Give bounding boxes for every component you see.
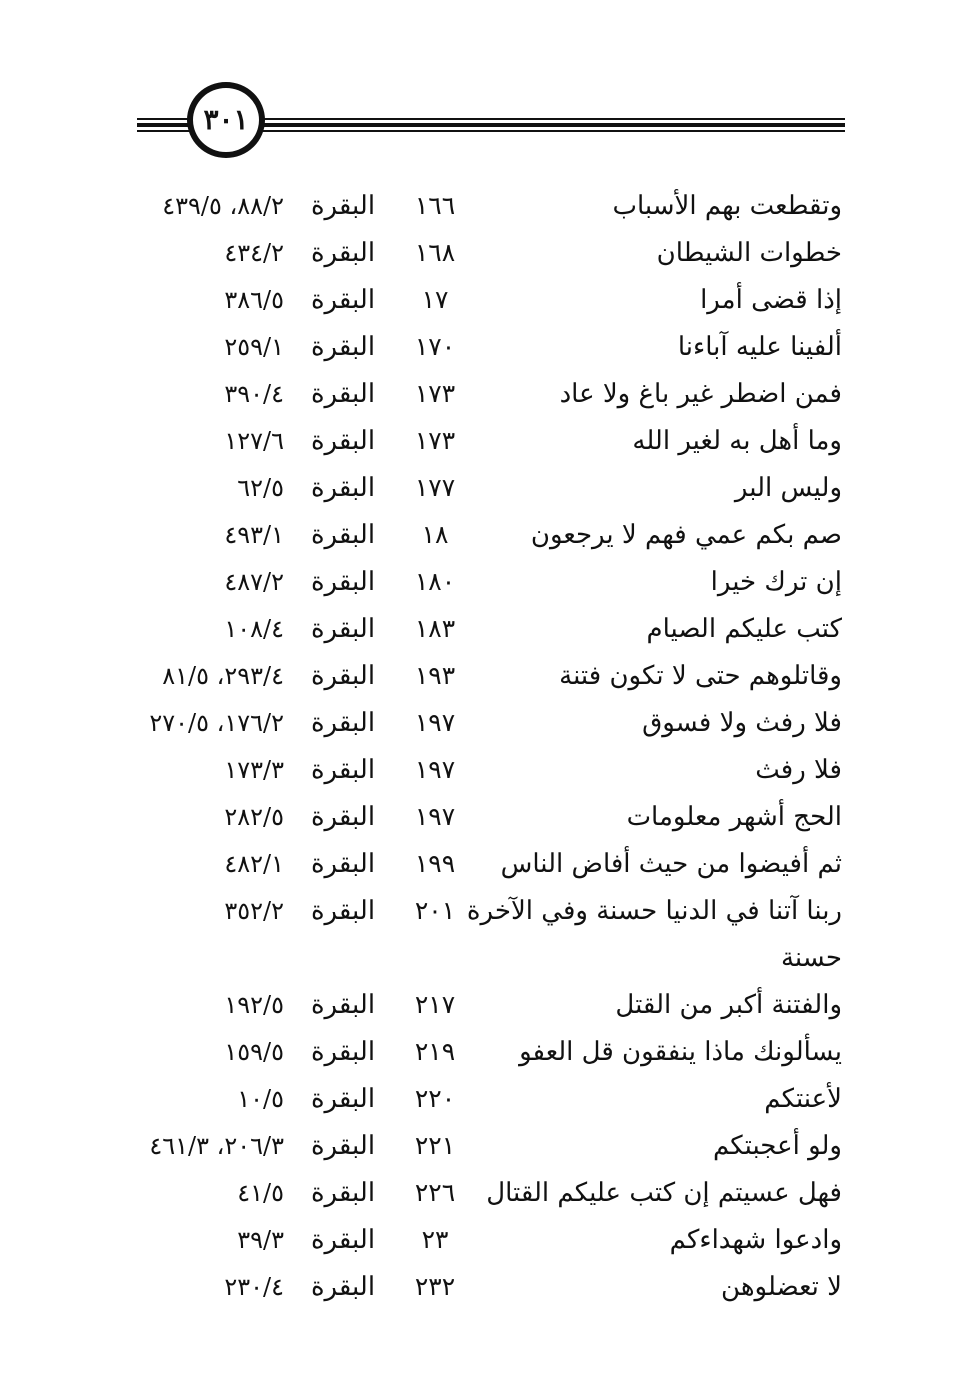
index-row (0, 891, 954, 931)
page-references: ٤٩٣/١ (224, 521, 284, 549)
index-row (0, 797, 954, 837)
surah-name: البقرة (310, 332, 376, 362)
verse-phrase-continuation: حسنة (780, 943, 842, 973)
surah-name: البقرة (310, 191, 376, 221)
page-references: ٣٩٠/٤ (224, 380, 284, 408)
index-row (0, 233, 954, 273)
index-row (0, 327, 954, 367)
verse-phrase: فمن اضطر غير باغ ولا عاد (559, 379, 842, 409)
page-references: ١٠/٥ (237, 1085, 284, 1113)
page-references: ١٧٦/٢، ٢٧٠/٥ (149, 709, 284, 737)
verse-number: ١٩٧ (414, 708, 456, 737)
verse-phrase: وادعوا شهداءكم (669, 1225, 842, 1255)
verse-number: ١٨٠ (414, 567, 456, 596)
page-references: ١٩٢/٥ (224, 991, 284, 1019)
page-references: ٢٩٣/٤، ٨١/٥ (162, 662, 284, 690)
page-references: ٢٠٦/٣، ٤٦١/٣ (149, 1132, 284, 1160)
surah-name: البقرة (310, 238, 376, 268)
verse-number: ٢٢١ (414, 1131, 456, 1160)
verse-number: ١٧٣ (414, 379, 456, 408)
surah-name: البقرة (310, 567, 376, 597)
index-row (0, 186, 954, 226)
verse-phrase: فلا رفث ولا فسوق (642, 708, 842, 738)
index-row (0, 562, 954, 602)
surah-name: البقرة (310, 708, 376, 738)
verse-number: ١٧٣ (414, 426, 456, 455)
verse-phrase: ربنا آتنا في الدنيا حسنة وفي الآخرة (466, 896, 842, 926)
surah-name: البقرة (310, 426, 376, 456)
surah-name: البقرة (310, 614, 376, 644)
surah-name: البقرة (310, 661, 376, 691)
surah-name: البقرة (310, 1225, 376, 1255)
verse-number: ٢٢٦ (414, 1178, 456, 1207)
page-references: ٤٣٤/٢ (224, 239, 284, 267)
verse-phrase: فهل عسيتم إن كتب عليكم القتال (486, 1178, 842, 1208)
verse-phrase: خطوات الشيطان (656, 238, 842, 268)
page-references: ١٧٣/٣ (224, 756, 284, 784)
index-row (0, 280, 954, 320)
surah-name: البقرة (310, 849, 376, 879)
page-references: ١٢٧/٦ (224, 427, 284, 455)
index-row (0, 750, 954, 790)
page-references: ١٠٨/٤ (224, 615, 284, 643)
verse-phrase: صم بكم عمي فهم لا يرجعون (530, 520, 842, 550)
index-row-continuation (0, 938, 954, 978)
surah-name: البقرة (310, 1272, 376, 1302)
page-header (0, 0, 954, 170)
page-references: ١٥٩/٥ (224, 1038, 284, 1066)
index-row (0, 1267, 954, 1307)
index-row (0, 1220, 954, 1260)
surah-name: البقرة (310, 1084, 376, 1114)
index-row (0, 1079, 954, 1119)
surah-name: البقرة (310, 896, 376, 926)
index-row (0, 656, 954, 696)
surah-name: البقرة (310, 520, 376, 550)
surah-name: البقرة (310, 379, 376, 409)
index-row (0, 1173, 954, 1213)
verse-number: ٢٠١ (414, 896, 456, 925)
page-references: ٤٨٧/٢ (224, 568, 284, 596)
verse-phrase: يسألونك ماذا ينفقون قل العفو (519, 1037, 842, 1067)
page-references: ٦٢/٥ (237, 474, 284, 502)
verse-phrase: لا تعضلوهن (721, 1272, 842, 1302)
page-references: ٢٨٢/٥ (224, 803, 284, 831)
index-row (0, 515, 954, 555)
page-references: ٨٨/٢، ٤٣٩/٥ (162, 192, 284, 220)
page-number: ٣٠١ (203, 103, 249, 136)
page-references: ٢٣٠/٤ (224, 1273, 284, 1301)
index-row (0, 1126, 954, 1166)
index-row (0, 609, 954, 649)
index-row (0, 703, 954, 743)
verse-number: ١٨ (421, 520, 449, 549)
verse-number: ١٧ (421, 285, 449, 314)
verse-phrase: لأعنتكم (764, 1084, 842, 1114)
verse-phrase: والفتنة أكبر من القتل (615, 990, 842, 1020)
verse-number: ١٧٠ (414, 332, 456, 361)
verse-phrase: وما أهل به لغير الله (632, 426, 842, 456)
verse-number: ٢٣٢ (414, 1272, 456, 1301)
verse-number: ١٩٧ (414, 802, 456, 831)
page-references: ٢٥٩/١ (224, 333, 284, 361)
verse-phrase: إذا قضى أمرا (700, 285, 842, 315)
index-row (0, 468, 954, 508)
surah-name: البقرة (310, 802, 376, 832)
verse-number: ١٨٣ (414, 614, 456, 643)
verse-number: ١٦٦ (414, 191, 456, 220)
surah-name: البقرة (310, 755, 376, 785)
verse-phrase: كتب عليكم الصيام (646, 614, 842, 644)
verse-number: ١٧٧ (414, 473, 456, 502)
surah-name: البقرة (310, 1037, 376, 1067)
index-row (0, 1032, 954, 1072)
verse-number: ١٩٩ (414, 849, 456, 878)
index-row (0, 985, 954, 1025)
verse-number: ١٩٣ (414, 661, 456, 690)
page-number-badge (187, 82, 265, 158)
verse-phrase: وليس البر (734, 473, 842, 503)
index-row (0, 374, 954, 414)
surah-name: البقرة (310, 1178, 376, 1208)
page-references: ٤١/٥ (237, 1179, 284, 1207)
verse-number: ١٦٨ (414, 238, 456, 267)
verse-phrase: ثم أفيضوا من حيث أفاض الناس (500, 849, 842, 879)
verse-phrase: وقاتلوهم حتى لا تكون فتنة (559, 661, 842, 691)
verse-phrase: ولو أعجبتكم (712, 1131, 842, 1161)
verse-number: ٢١٩ (414, 1037, 456, 1066)
page-references: ٣٩/٣ (237, 1226, 284, 1254)
surah-name: البقرة (310, 285, 376, 315)
page-references: ٣٨٦/٥ (224, 286, 284, 314)
surah-name: البقرة (310, 473, 376, 503)
index-row (0, 421, 954, 461)
verse-phrase: فلا رفث (755, 755, 842, 785)
page-references: ٤٨٢/١ (224, 850, 284, 878)
surah-name: البقرة (310, 990, 376, 1020)
verse-phrase: ألفينا عليه آباءنا (677, 332, 842, 362)
verse-number: ٢١٧ (414, 990, 456, 1019)
page-references: ٣٥٢/٢ (224, 897, 284, 925)
index-row (0, 844, 954, 884)
verse-number: ١٩٧ (414, 755, 456, 784)
verse-phrase: إن ترك خيرا (710, 567, 842, 597)
verse-number: ٢٢٠ (414, 1084, 456, 1113)
surah-name: البقرة (310, 1131, 376, 1161)
verse-number: ٢٣ (421, 1225, 449, 1254)
verse-phrase: الحج أشهر معلومات (626, 802, 842, 832)
verse-phrase: وتقطعت بهم الأسباب (612, 191, 842, 221)
